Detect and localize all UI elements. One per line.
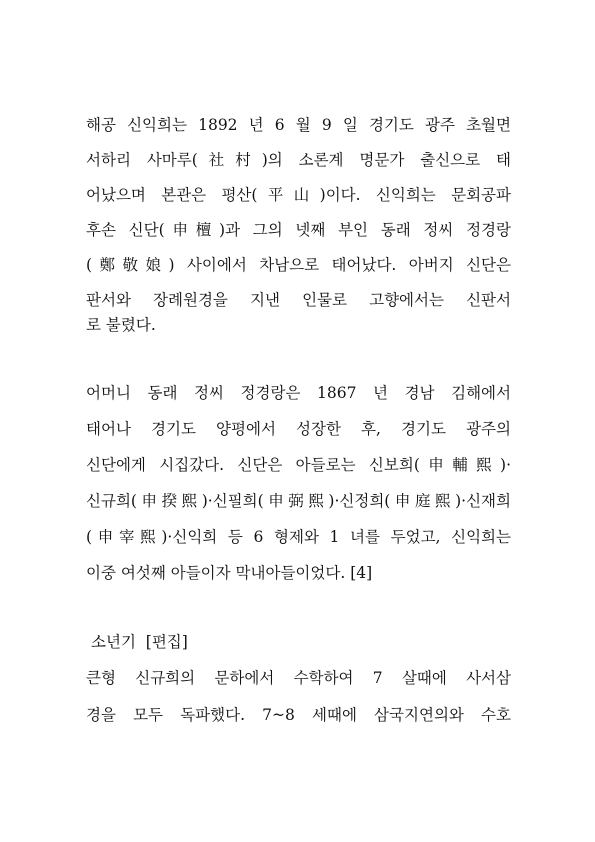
text-line: 큰형 신규희의 문하에서 수학하여 7 살때에 사서삼 (86, 669, 511, 687)
text-line: 신규희(申揆熙)·신필희(申弼熙)·신정희(申庭熙)·신재희 (86, 492, 511, 510)
text-line: 신단에게 시집갔다. 신단은 아들로는 신보희(申輔熙)· (86, 456, 511, 474)
text-line: 어머니 동래 정씨 정경랑은 1867 년 경남 김해에서 (86, 384, 511, 402)
text-line: 해공 신익희는 1892 년 6 월 9 일 경기도 광주 초월면 (86, 116, 511, 134)
section-heading: 소년기 [편집] (91, 633, 188, 651)
text-line: 서하리 사마루(社村)의 소론계 명문가 출신으로 태 (86, 151, 511, 169)
text-line: 경을 모두 독파했다. 7~8 세때에 삼국지연의와 수호 (86, 706, 511, 724)
text-line: 이중 여섯째 아들이자 막내아들이었다. [4] (86, 564, 373, 582)
text-line: 후손 신단(申檀)과 그의 넷째 부인 동래 정씨 정경랑 (86, 221, 511, 239)
text-line: (鄭敬娘) 사이에서 차남으로 태어났다. 아버지 신단은 (86, 256, 511, 274)
text-line: (申宰熙)·신익희 등 6 형제와 1 녀를 두었고, 신익희는 (86, 528, 511, 546)
text-line: 태어나 경기도 양평에서 성장한 후, 경기도 광주의 (86, 420, 511, 438)
text-line: 로 불렸다. (86, 316, 156, 334)
text-line: 판서와 장례원경을 지낸 인물로 고향에서는 신판서 (86, 291, 511, 309)
text-line: 어났으며 본관은 평산(平山)이다. 신익희는 문회공파 (86, 186, 511, 204)
